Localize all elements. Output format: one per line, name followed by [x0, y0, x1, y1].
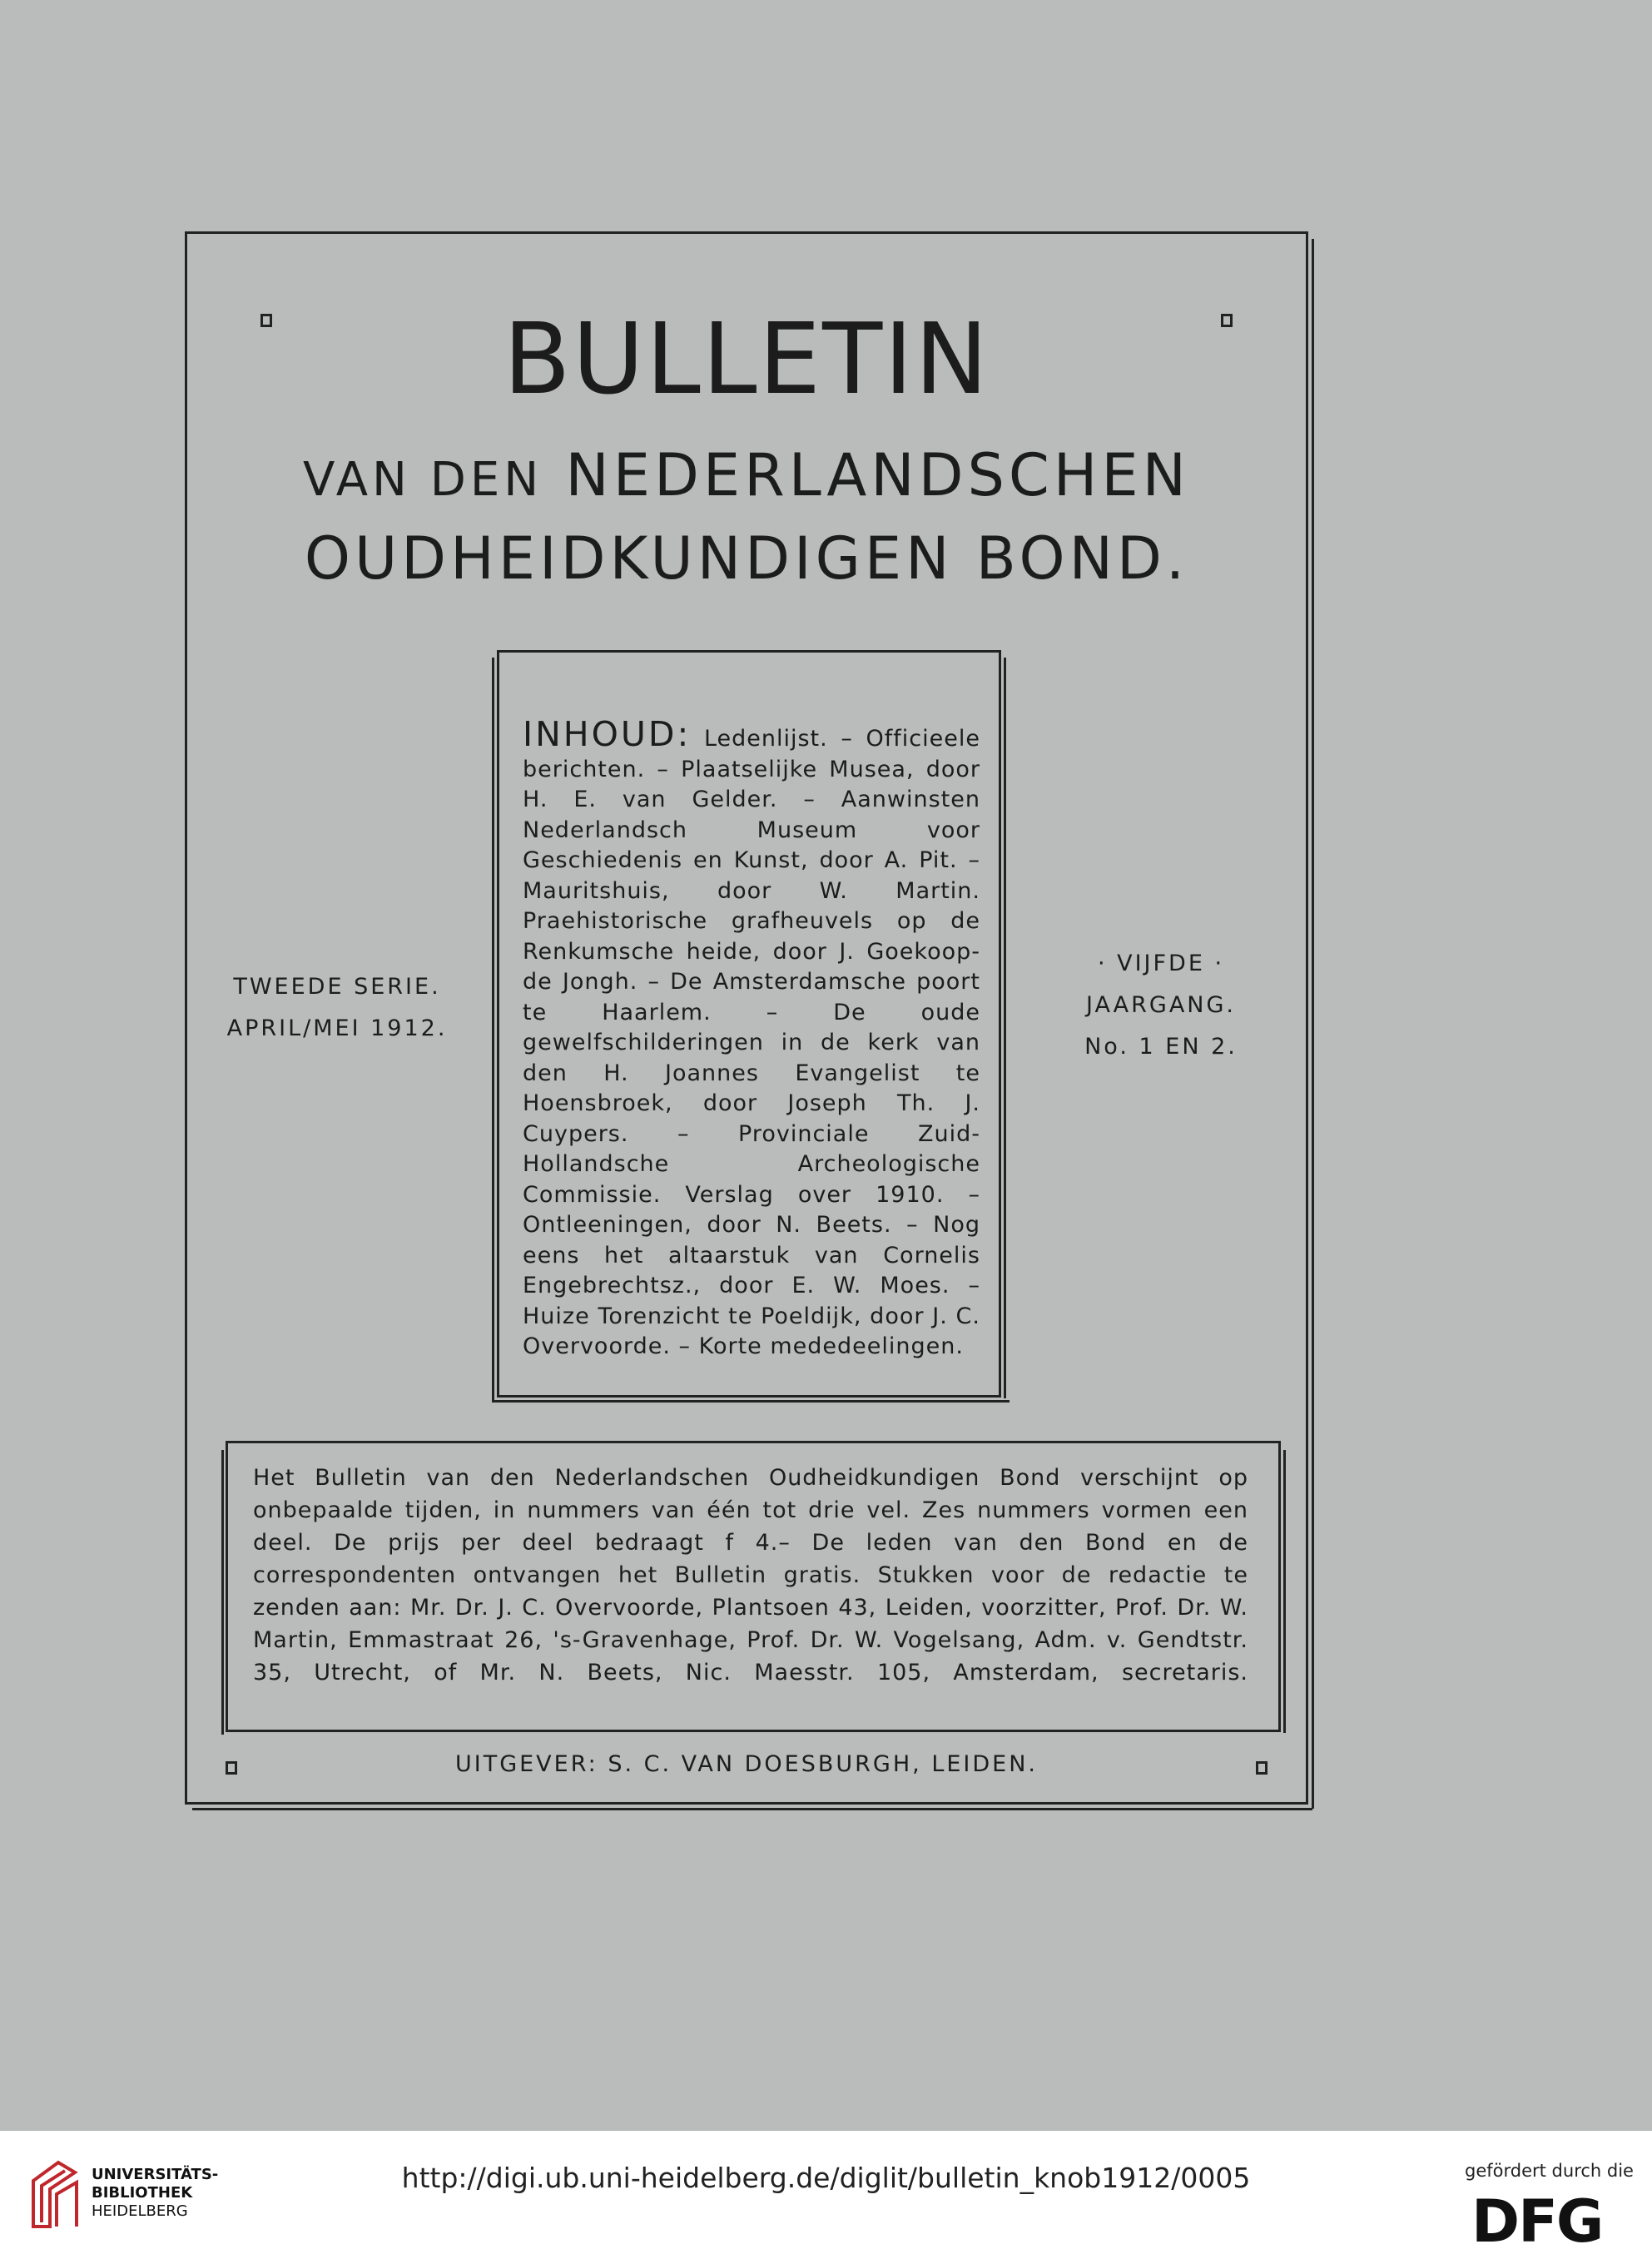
publisher-line: UITGEVER: S. C. VAN DOESBURGH, LEIDEN. [454, 1751, 1039, 1777]
title-line-2 [187, 442, 1306, 514]
subscription-info-text: Het Bulletin van den Nederlandschen Oudheidkundigen Bond verschijnt op onbepaalde tijden, in nummers van één tot drie vel. Zes nummers vormen een deel. De prijs per deel bedraagt f 4.– De leden van den Bond en de correspondenten ontvangen het Bulletin gratis. Stukken voor de redactie te zenden aan: Mr. Dr. J. C. Overvoorde, Plantsoen 43, Leiden, voorzitter, Prof. Dr. W. Martin, Emmastraat 26, 's-Gravenhage, Prof. Dr. W. Vogelsang, Adm. v. Gendtstr. 35, Utrecht, of Mr. N. Beets, Nic. Maesstr. 105, Amsterdam, secretaris. [253, 1465, 1248, 1686]
series-info [221, 966, 454, 1050]
subscription-info-box [226, 1441, 1281, 1732]
library-line-1: UNIVERSITÄTS- [92, 2166, 219, 2183]
source-url-link[interactable]: http://digi.ub.uni-heidelberg.de/diglit/bulletin_knob1912/0005 [401, 2162, 1251, 2194]
issue-numbers: No. 1 EN 2. [1084, 1034, 1238, 1060]
volume-ordinal: · VIJFDE · [1097, 951, 1225, 976]
toc-entries: Ledenlijst. – Officieele berichten. – Plaatselijke Musea, door H. E. van Gelder. – Aanwinsten Nederlandsch Museum voor Geschiedenis en Kunst, door A. Pit. – Mauritshuis, door W. Martin. Praehistorische grafheuvels op de Renkumsche heide, door J. Goekoop-de Jongh. – De Amsterdamsche poort te Haarlem. – De oude gewelfschilderingen in de kerk van den H. Joannes Evangelist te Hoensbroek, door Joseph Th. J. Cuypers. – Provinciale Zuid-Hollandsche Archeologische Commissie. Verslag over 1910. – Ontleeningen, door N. Beets. – Nog eens het altaarstuk van Cornelis Engebrechtsz., door E. W. Moes. – Huize Torenzicht te Poeldijk, door J. C. Overvoorde. – Korte mededeelingen. [523, 726, 980, 1359]
volume-info [1036, 943, 1286, 1068]
issue-date: APRIL/MEI 1912. [226, 1015, 448, 1041]
table-of-contents [497, 650, 1001, 1398]
library-line-3: HEIDELBERG [92, 2202, 188, 2220]
volume-label: JAARGANG. [1085, 992, 1237, 1018]
bulletin-title: BULLETIN [503, 301, 990, 416]
toc-body [523, 714, 980, 1363]
title-nederlandschen: NEDERLANDSCHEN [565, 441, 1191, 509]
series-label: TWEEDE SERIE. [233, 974, 441, 1000]
library-line-2: BIBLIOTHEK [92, 2184, 193, 2202]
title-van-den: VAN DEN [302, 453, 543, 507]
cover-frame [185, 231, 1308, 1805]
toc-heading: INHOUD: [523, 714, 692, 754]
title-line-3: OUDHEIDKUNDIGEN BOND. [304, 524, 1189, 593]
dfg-logo: DFG [1471, 2187, 1603, 2256]
funder-caption: gefördert durch die [1465, 2161, 1634, 2181]
